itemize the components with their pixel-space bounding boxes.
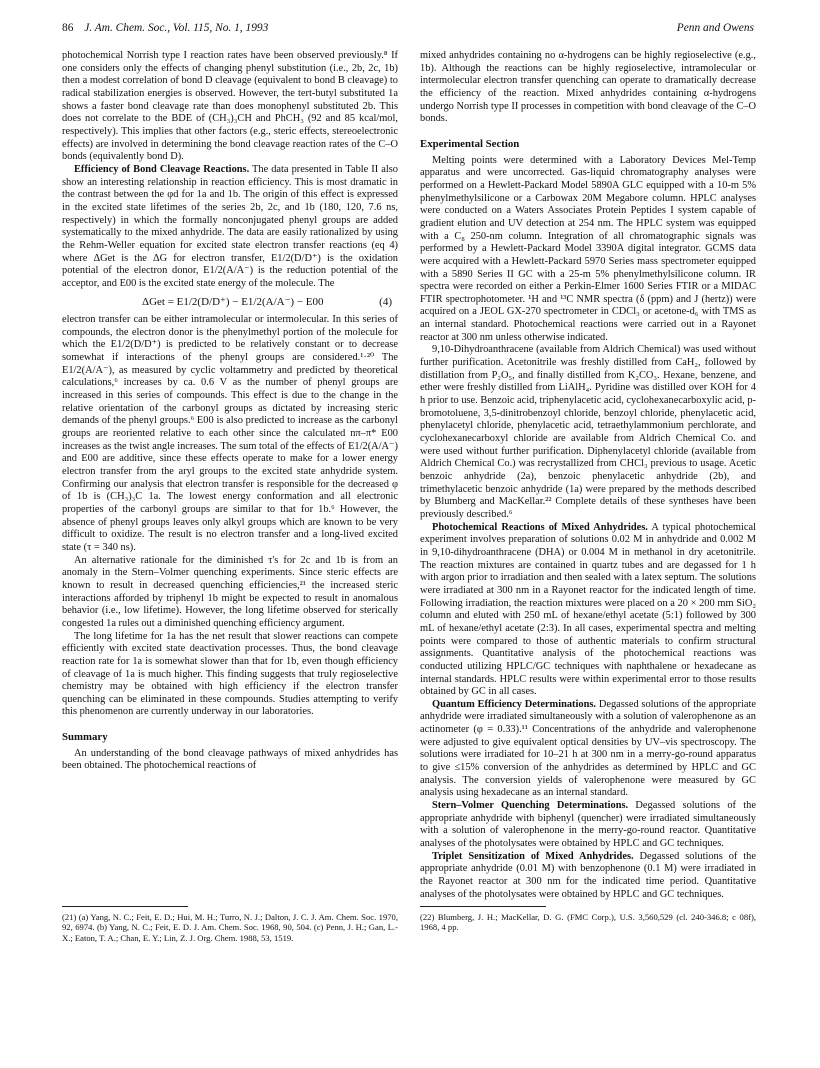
section-run-in-heading: Efficiency of Bond Cleavage Reactions. bbox=[74, 163, 250, 175]
paragraph: An alternative rationale for the diminished τ's for 2c and 1b is from an anomaly in the Stern–Volmer quenching experiments. Since steric effects are known to result in decreased quenching efficiencies,²¹ the increased steric interactions afforded by triphenyl 1b might be expected to result in anomalous behavior (i.e., low lifetime). However, the long lifetime observed for sterically congested 1a rules out a diminished quenching efficiency argument. bbox=[62, 554, 398, 629]
summary-heading: Summary bbox=[62, 731, 108, 744]
running-head-left bbox=[62, 22, 268, 34]
paragraph-text: Degassed solutions of the appropriate anhydride were irradiated simultaneously with a solution of valerophenone as an actinometer (φ = 0.33).¹¹ Concentrations of the anhydride and valerophenone were adjusted to give equivalent optical densities by UV–vis spectroscopy. The solutions were irradiated for 10–21 h at 300 nm in a merry-go-round apparatus to give ≤15% conversion of the anhydrides as determined by HPLC and GC analysis. The conversion yields of valerophenone were measured by GC analysis using hexadecane as an internal standard. bbox=[420, 698, 756, 799]
paragraph bbox=[420, 522, 756, 699]
paragraph-text: The data presented in Table II also show an interesting relationship in reaction efficiency. This is most dramatic in the contrast between the φd for 1a and 1b. The origin of this effect is expressed in the excited state lifetimes of the series 2b, 2c, and 1b (180, 120, 7.6 ns, respectively) in which the formally nonconjugated phenyl groups are added systematically to the mixed anhydride. The data are easily rationalized by using the Rehm-Weller equation for excited state electron transfer reactions (eq 4) where ΔGet is the ΔG for electron transfer, E1/2(D/D⁺) is the oxidation potential of the electron donor, E1/2(A/A⁻) is the reduction potential of the acceptor, and E00 is the excited state energy of the molecule. The bbox=[62, 163, 398, 289]
footnote-22: (22) Blumberg, J. H.; MacKellar, D. G. (FMC Corp.), U.S. 3,560,529 (cl. 240-346.8; c 08f), 1968, 4 pp. bbox=[420, 912, 756, 933]
paragraph bbox=[420, 699, 756, 800]
section-run-in-heading: Quantum Efficiency Determinations. bbox=[432, 698, 597, 710]
left-column bbox=[62, 50, 398, 773]
experimental-section-heading: Experimental Section bbox=[420, 137, 520, 150]
equation-body: ΔGet = E1/2(D/D⁺) − E1/2(A/A⁻) − E00 bbox=[142, 296, 324, 309]
right-column bbox=[420, 50, 756, 901]
paragraph: 9,10-Dihydroanthracene (available from Aldrich Chemical) was used without further purification. Acetonitrile was freshly distilled from CaH₂, followed by distillation from P₂O₅, and finally distilled from K₂CO₃. Hexane, benzene, and ether were freshly distilled from LiAlH₄. Pyridine was distilled over KOH for 4 h prior to use. Benzoic acid, triphenylacetic acid, cyclohexanecarboxylic acid, p-bromotoluene, 3,5-dinitrobenzoyl chloride, benzoyl chloride, phenylacetic acid, phenylacetyl chloride, phenylacetic acid, tetraethylammonium perchlorate, and cyclohexanecarboxyl chloride are available from Aldrich Chemical Co. and were used without further purification. Diphenylacetyl chloride (available from Aldrich Chemical Co.) was recrystallized from CHCl₃ previous to usage. Acetic benzoic anhydride (2a), benzoic phenylacetic anhydride (2b), and trimethylacetic benzoic anhydride (1a) were prepared by the methods described by Blumberg and MacKellar.²² Complete details of these syntheses have been previously described.⁶ bbox=[420, 344, 756, 520]
footnote-divider bbox=[62, 906, 188, 907]
running-head bbox=[62, 22, 754, 38]
paragraph-text: A typical photochemical experiment involves preparation of solutions 0.02 M in anhydride and 0.002 M in 9,10-dihydroanthracene (DHA) or 0.004 M in methanol in dry acetonitrile. The reaction mixtures are contained in quartz tubes and are degassed for 1 h with argon prior to irradiation and then sealed with a latex septum. The solutions were irradiated at 300 nm in a Rayonet reactor for the indicated length of time. Following irradiation, the reaction mixtures were placed on a 20 × 200 mm SiO₂ column and eluted with 250 mL of hexane/ethyl acetate (5:1) followed by 300 mL of hexane/ethyl acetate (2:3). In all cases, experimental spectra and melting points were compared to those of authentic materials to confirm structural assignments. Quantitative analysis of the photochemical reactions was conducted utilizing HPLC/GC techniques with naphthalene or hexadecane as internal standards. HPLC results were within experimental error to those results obtained by GC in all cases. bbox=[420, 521, 756, 698]
equation-number: (4) bbox=[379, 296, 392, 309]
paragraph: An understanding of the bond cleavage pathways of mixed anhydrides has been obtained. The photochemical reactions of bbox=[62, 747, 398, 772]
section-run-in-heading: Triplet Sensitization of Mixed Anhydrides. bbox=[432, 850, 634, 862]
author-names: Penn and Owens bbox=[676, 22, 754, 34]
journal-citation: J. Am. Chem. Soc., Vol. 115, No. 1, 1993 bbox=[84, 22, 269, 34]
paragraph: mixed anhydrides containing no α-hydrogens can be highly regioselective (e.g., 1b). Although the reactions can be highly regioselective, intramolecular or intermolecular electron transfer quenching can operate to dramatically decrease the efficiency of the reaction. Mixed anhydrides containing α-hydrogens undergo Norrish type II processes in competition with bond cleavage of the C–O bonds. bbox=[420, 50, 756, 125]
equation-4 bbox=[62, 296, 398, 309]
paragraph bbox=[420, 800, 756, 851]
paragraph bbox=[420, 851, 756, 902]
paragraph-text: Degassed solutions of the appropriate anhydride (0.01 M) with benzophenone (0.1 M) were irradiated in the Rayonet reactor at 300 nm for the indicated time period. Quantitative analyses of the photolysates were obtained by HPLC and GC techniques. bbox=[420, 850, 756, 900]
paragraph: photochemical Norrish type I reaction rates have been observed previously.⁸ If one considers only the effects of changing phenyl substitution (i.e., 2b, 2c, 1b) then a modest correlation of bond D cleavage (equivalent to bond B cleavage) to radical stabilization energies is observed. However, the tert-butyl substituted 1a shows a faster bond cleavage rate than does monophenyl substituted 2b. This does not correlate to the BDE of (CH₃)₃CH and PhCH₃ (92 and 85 kcal/mol, respectively). This implies that other factors (e.g., steric effects, stereoelectronic effects) are involved in determining the bond cleavage reaction rates of the C–O bonds (equivalently bond D). bbox=[62, 50, 398, 163]
section-run-in-heading: Stern–Volmer Quenching Determinations. bbox=[432, 800, 629, 812]
footnote-divider bbox=[420, 906, 546, 907]
footnote-21: (21) (a) Yang, N. C.; Feit, E. D.; Hui, M. H.; Turro, N. J.; Dalton, J. C. J. Am. Chem. Soc. 1970, 92, 6974. (b) Yang, N. C.; Feit, E. D. J. Am. Chem. Soc. 1968, 90, 504. (c) Penn, J. H.; Gan, L.-X.; Eaton, T. A.; Chan, E. Y.; Lin, Z. J. Org. Chem. 1988, 53, 1519. bbox=[62, 912, 398, 943]
paragraph: electron transfer can be either intramolecular or intermolecular. In this series of compounds, the electron donor is the phenylmethyl portion of the molecule for which the E1/2(D/D⁺) is predicted to be relatively constant or to decrease somewhat if interactions of the phenyl groups are considered.¹·²⁰ The E1/2(A/A⁻), as measured by cyclic voltammetry and predicted by theoretical calculations,⁶ increases by ca. 0.6 V as the number of phenyl groups are increased in this series of compounds. This effect is due to the change in the relative orientation of the carbonyl groups as dictated by increasing steric demands of the phenyl groups.⁶ E00 is also predicted to increase as the carbonyl groups are reoriented relative to each other since the calculated nπ–π* E00 increases as the twist angle increases. The sum total of the effects of E1/2(A/A⁻) and E00 are additive, since these effects operate to make for a lower energy electron transfer from the aryl groups to the excited state anhydride system. Confirming our analysis that electron transfer is responsible for the decreased φ of 1b is (CH₃)₃C 1a. The lowest energy conformation and all electronic properties of the carbonyl groups are similar to that for 1b.⁶ However, the absence of phenyl groups leaves only alkyl groups which are known to be very difficult to oxidize. The result is no electron transfer and a long-lived excited state (τ = 340 ns). bbox=[62, 314, 398, 553]
paragraph bbox=[62, 164, 398, 291]
paragraph: Melting points were determined with a Laboratory Devices Mel-Temp apparatus and were uncorrected. Gas-liquid chromatography analyses were performed on a Hewlett-Packard Model 5890A GLC equipped with a 10-m 5% phenylmethylsilicone or a Carbowax 20M Megabore column. HPLC analyses were conducted on a Waters Associates Protein Peptides I system capable of gradient elution and UV detection at 254 nm. The HPLC system was equipped with a C₈ 250-nm column. Integration of all chromatographic signals was performed by a Hewlett-Packard Model 3390A digital integrator. GCMS data were acquired with a Hewlett-Packard 5970 Series mass spectrometer equipped with a 5890 Series II GC with a 25-m 5% phenylmethylsilicone column. IR spectra were recorded on either a Perkin-Elmer 1600 Series FTIR or a MIDAC FTIR spectrophotometer. ¹H and ¹³C NMR spectra (δ (ppm) and J (hertz)) were acquired on a JEOL GX-270 spectrometer in CDCl₃ or acetone-d₆ with TMS as an internal standard. Photochemical reactions were carried out in a Rayonet reactor at 300 nm unless otherwise indicated. bbox=[420, 154, 756, 343]
page-number: 86 bbox=[62, 22, 74, 34]
paragraph: The long lifetime for 1a has the net result that slower reactions can compete efficiently with excited state deactivation processes. Thus, the bond cleavage reaction rate for 1a is somewhat slower than that for 1b, even though efficiency of cleavage of 1a is much higher. This finding suggests that truly regioselective chemistry may be obtained with high efficiency if the electron transfer quenching can be eliminated in these compounds. Studies attempting to verify this phenomenon are currently underway in our laboratories. bbox=[62, 630, 398, 718]
paragraph-text: Degassed solutions of the appropriate anhydride with biphenyl (quencher) were irradiated simultaneously with a solution of valerophenone in the merry-go-round reactor. Quantitative analyses of the photolysates were obtained by HPLC and GC techniques. bbox=[420, 800, 756, 850]
section-run-in-heading: Photochemical Reactions of Mixed Anhydrides. bbox=[432, 521, 648, 533]
